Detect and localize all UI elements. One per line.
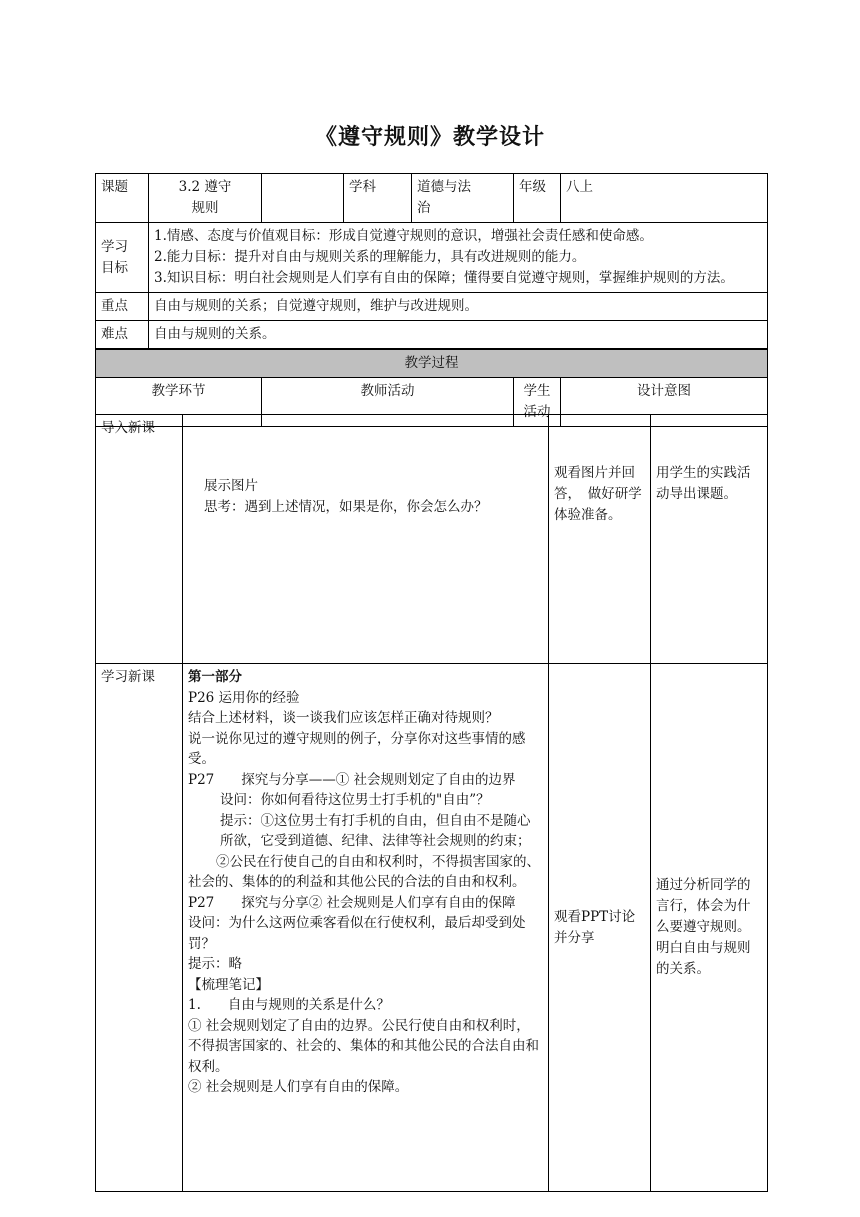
key-points-row	[96, 293, 768, 321]
header-student: 学生活动	[514, 378, 561, 427]
key-points-label: 重点	[96, 293, 149, 321]
part-heading: 第一部分	[188, 669, 242, 685]
subject-label: 课题	[96, 174, 149, 223]
lesson-line: 设问：为什么这两位乘客看似在行使权利，最后却受到处罚？	[188, 915, 526, 952]
objectives-row	[96, 223, 768, 293]
discipline-value: 道德与法 治	[412, 174, 514, 223]
grade-label: 年级	[514, 174, 561, 223]
header-teacher: 教师活动	[262, 378, 514, 427]
lesson-line: 【梳理笔记】	[188, 976, 269, 993]
objective-item: 2.能力目标：提升对自由与规则关系的理解能力，具有改进规则的能力。	[154, 249, 586, 265]
new-lesson-student: 观看PPT讨论并分享	[549, 664, 651, 1192]
process-band-row	[96, 349, 768, 378]
header-stage: 教学环节	[96, 378, 262, 427]
spacer-cell	[262, 174, 344, 223]
lesson-line: 1. 自由与规则的关系是什么？	[188, 997, 390, 1013]
objective-item: 3.知识目标：明白社会规则是人们享有自由的保障；懂得要自觉遵守规则，掌握维护规则的方法。	[154, 270, 734, 286]
header-intent: 设计意图	[561, 378, 768, 427]
difficulty-row	[96, 321, 768, 350]
objectives-label: 学习 目标	[96, 223, 149, 293]
new-lesson-row	[96, 664, 768, 1192]
lesson-line: ① 社会规则划定了自由的边界。公民行使自由和权利时，不得损害国家的、社会的、集体的和其他公民的合法自由和权利。	[188, 1017, 539, 1075]
new-lesson-intent: 通过分析同学的言行，体会为什么要遵守规则。明白自由与规则的关系。	[651, 664, 768, 1192]
key-points-value: 自由与规则的关系；自觉遵守规则，维护与改进规则。	[149, 293, 768, 321]
intro-teacher-line: 展示图片	[204, 478, 258, 494]
process-band: 教学过程	[96, 349, 768, 378]
discipline-label: 学科	[344, 174, 412, 223]
lesson-line: 说一说你见过的遵守规则的例子，分享你对这些事情的感受。	[188, 730, 526, 767]
lesson-line: 提示：①这位男士有打手机的自由，但自由不是随心所欲，它受到道德、纪律、法律等社会规则的约束；	[220, 812, 531, 849]
new-lesson-teacher	[183, 664, 549, 1192]
lesson-line: P27 探究与分享——① 社会规则划定了自由的边界	[188, 771, 516, 788]
intro-student: 观看图片并回答， 做好研学体验准备。	[549, 415, 651, 664]
difficulty-label: 难点	[96, 321, 149, 350]
intro-teacher	[183, 415, 549, 664]
lesson-line: 提示：略	[188, 956, 242, 972]
grade-value: 八上	[561, 174, 768, 223]
intro-teacher-line: 思考：遇到上述情况，如果是你，你会怎么办？	[204, 499, 488, 515]
lesson-plan-table	[95, 173, 768, 427]
new-lesson-stage: 学习新课	[96, 664, 183, 1192]
lesson-line: P27 探究与分享② 社会规则是人们享有自由的保障	[188, 894, 516, 911]
difficulty-value: 自由与规则的关系。	[149, 321, 768, 350]
subject-value: 3.2 遵守 规则	[149, 174, 262, 223]
info-row	[96, 174, 768, 223]
process-table	[95, 414, 768, 1192]
lesson-line: ②公民在行使自己的自由和权利时，不得损害国家的、社会的、集体的的利益和其他公民的合法的自由和权利。	[188, 853, 540, 890]
lesson-line: 结合上述材料，谈一谈我们应该怎样正确对待规则？	[188, 710, 499, 726]
document-title: 《遵守规则》教学设计	[314, 125, 545, 150]
lesson-line: ② 社会规则是人们享有自由的保障。	[188, 1079, 409, 1095]
lesson-line: 设问：你如何看待这位男士打手机的"自由”？	[220, 792, 490, 808]
objective-item: 1.情感、态度与价值观目标：形成自觉遵守规则的意识，增强社会责任感和使命感。	[154, 228, 653, 244]
intro-intent: 用学生的实践活动导出课题。	[651, 415, 768, 664]
intro-stage: 导入新课	[96, 415, 183, 664]
objectives-content	[149, 223, 768, 293]
intro-row	[96, 415, 768, 664]
lesson-line: P26 运用你的经验	[188, 689, 300, 706]
